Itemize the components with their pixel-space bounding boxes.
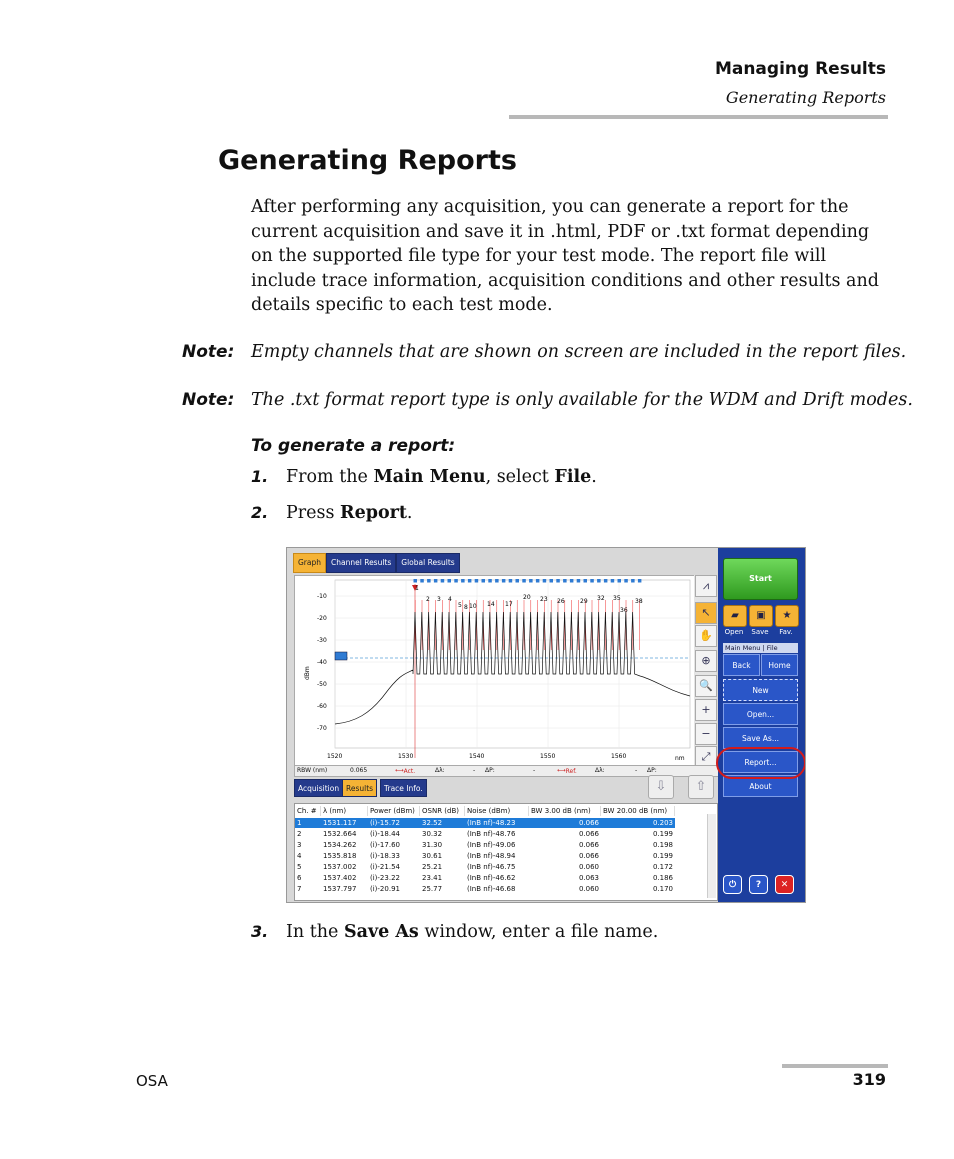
home-button[interactable]: Home [761,654,798,676]
y-tick-label: -30 [317,637,327,644]
main-menu-panel [718,548,805,902]
table-cell: 1534.262 [323,841,357,849]
channel-marker[interactable] [536,579,540,583]
pointer-icon[interactable]: ↖ [695,602,717,624]
table-cell: 3 [297,841,302,849]
menu-open[interactable]: Open... [723,703,798,725]
channel-marker[interactable] [502,579,506,583]
table-cell: 0.199 [652,852,673,860]
view-tabs [293,553,460,573]
table-cell: (InB nf)-48.76 [467,830,516,838]
menu-save-as[interactable]: Save As... [723,727,798,749]
table-row[interactable] [295,818,675,828]
channel-marker[interactable] [468,579,472,583]
delta-power-value: - [533,767,536,774]
channel-label: 38 [635,598,643,605]
channel-label: 8 [464,604,468,611]
table-cell: 6 [297,874,302,882]
column-header[interactable]: OSNR (dB) [420,806,465,816]
x-axis-unit: nm [675,755,685,762]
note-label: Note: [182,390,235,410]
footer-product: OSA [136,1072,168,1090]
tab-graph[interactable]: Graph [293,553,326,573]
table-cell: 0.186 [652,874,673,882]
x-tick-label: 1520 [327,753,343,760]
channel-label: 14 [487,601,495,608]
menu-breadcrumb: Main Menu | File [723,643,798,653]
delta-lambda-label: Δλ: [595,767,605,774]
table-row[interactable] [295,840,675,850]
close-icon[interactable]: ✕ [775,875,794,894]
table-cell: (i)-21.54 [370,863,400,871]
header-rule [509,115,888,119]
channel-label: 36 [620,607,628,614]
channel-label: 4 [448,596,452,603]
table-cell: 1537.402 [323,874,357,882]
table-cell: (i)-18.33 [370,852,400,860]
delta-power-label: ΔP: [485,767,495,774]
column-header[interactable]: λ (nm) [321,806,368,816]
note-text: Empty channels that are shown on screen are included in the report files. [251,342,907,362]
column-header[interactable]: BW 20.00 dB (nm) [601,806,675,816]
menu-about[interactable]: About [723,775,798,797]
table-cell: 1 [297,819,302,827]
table-cell: 0.066 [578,830,599,838]
channel-marker[interactable] [509,579,513,583]
delta-power-label: ΔP: [647,767,657,774]
channel-label: 5 [458,602,462,609]
x-tick-labels [327,753,626,760]
channel-marker[interactable] [584,579,588,583]
table-row[interactable] [295,862,675,872]
level-marker[interactable] [335,652,347,660]
move-down-icon[interactable]: ⇩ [648,775,674,799]
y-axis-label: dBm [304,666,311,680]
step-number: 2. [251,503,269,522]
page-title: Generating Reports [218,145,517,176]
running-header-section: Managing Results [714,59,886,79]
channel-marker[interactable] [631,579,635,583]
table-cell: (InB nf)-46.75 [467,863,516,871]
channel-label: 26 [557,598,565,605]
note-label: Note: [182,342,235,362]
channel-label: 35 [613,595,621,602]
channel-marker[interactable] [638,579,642,583]
table-cell: 25.21 [422,863,443,871]
start-button[interactable]: Start [723,558,798,600]
osa-screenshot [286,547,806,903]
full-view-icon[interactable]: ⤢ [695,746,717,768]
table-cell: 0.060 [578,885,599,893]
channel-marker[interactable] [482,579,486,583]
channel-marker[interactable] [414,579,418,583]
menu-new[interactable]: New [723,679,798,701]
table-cell: (InB nf)-48.94 [467,852,516,860]
table-header-row [295,806,675,816]
channel-label: 3 [437,596,441,603]
spectrum-graph[interactable] [294,575,695,769]
y-tick-label: -40 [317,659,327,666]
favorite-star-icon[interactable]: ★ [775,605,799,627]
channel-marker[interactable] [618,579,622,583]
channel-label: 20 [523,594,531,601]
table-cell: (InB nf)-46.68 [467,885,516,893]
back-button[interactable]: Back [723,654,760,676]
channel-marker[interactable] [441,579,445,583]
table-cell: 30.61 [422,852,443,860]
table-scrollbar[interactable] [707,814,716,898]
table-cell: 5 [297,863,302,871]
table-cell: 32.52 [422,819,443,827]
y-tick-label: -50 [317,681,327,688]
zoom-in-icon[interactable]: + [695,699,717,721]
channel-marker[interactable] [420,579,424,583]
x-tick-label: 1530 [398,753,414,760]
table-cell: (InB nf)-48.23 [467,819,516,827]
ref-marker-label[interactable]: ⟷ Ref. [557,767,577,775]
step-number: 1. [251,467,269,486]
y-tick-label: -60 [317,703,327,710]
step-number: 3. [251,922,269,941]
column-header[interactable]: BW 3.00 dB (nm) [529,806,601,816]
rbw-value: 0.065 [350,767,368,774]
channel-marker[interactable] [529,579,533,583]
intro-paragraph: After performing any acquisition, you can generate a report for the current acquisition and save it in .html, PDF or .txt format depending on the supported file type for your test mode. The report file will include trace information, acquisition conditions and other results and details specific to each test mode. [251,197,879,315]
table-cell: 0.170 [652,885,673,893]
table-row[interactable] [295,884,675,894]
table-cell: 25.77 [422,885,443,893]
channel-marker[interactable] [550,579,554,583]
open-folder-icon[interactable]: ▰ [723,605,747,627]
table-cell: 1537.797 [323,885,357,893]
channel-label: 17 [505,601,513,608]
channel-markers [414,579,642,650]
note-text: The .txt format report type is only available for the WDM and Drift modes. [251,390,913,410]
channel-marker[interactable] [434,579,438,583]
delta-lambda-label: Δλ: [435,767,445,774]
channel-marker[interactable] [556,579,560,583]
graph-toolbar [694,575,716,767]
table-cell: 0.172 [652,863,673,871]
table-cell: 7 [297,885,302,893]
spectrum-trace [335,612,690,724]
step-text: In the Save As window, enter a file name. [286,922,659,942]
move-up-icon[interactable]: ⇧ [688,775,714,799]
channel-label: 10 [469,603,477,610]
y-tick-label: -70 [317,725,327,732]
table-cell: 0.063 [578,874,599,882]
table-cell: 0.198 [652,841,673,849]
save-label: Save [751,628,769,636]
pan-hand-icon[interactable]: ✋ [695,625,717,647]
footer-rule [782,1064,888,1068]
procedure-title: To generate a report: [251,436,456,456]
act-marker-label[interactable]: ⟷ Act. [395,767,416,775]
table-row[interactable] [295,829,675,839]
table-cell: 1531.117 [323,819,357,827]
tab-trace-info[interactable]: Trace Info. [380,779,427,797]
channel-marker[interactable] [577,579,581,583]
tab-global-results[interactable]: Global Results [396,553,459,573]
table-cell: (InB nf)-49.06 [467,841,516,849]
tab-channel-results[interactable]: Channel Results [326,553,396,573]
channel-marker[interactable] [454,579,458,583]
help-icon[interactable]: ? [749,875,768,894]
fav-label: Fav. [779,628,793,636]
channel-marker[interactable] [495,579,499,583]
channel-marker[interactable] [488,579,492,583]
step-text: From the Main Menu, select File. [286,467,597,487]
table-cell: 31.30 [422,841,443,849]
channel-label: 2 [426,596,430,603]
table-cell: 1532.664 [323,830,357,838]
channel-marker[interactable] [563,579,567,583]
y-tick-label: -20 [317,615,327,622]
tab-acquisition[interactable]: Acquisition [294,779,343,797]
table-cell: 0.203 [652,819,673,827]
table-cell: 30.32 [422,830,443,838]
table-cell: 0.066 [578,841,599,849]
channel-marker[interactable] [516,579,520,583]
open-label: Open [724,628,744,636]
channel-marker[interactable] [475,579,479,583]
table-cell: (InB nf)-46.62 [467,874,516,882]
channel-marker[interactable] [448,579,452,583]
table-cell: (i)-20.91 [370,885,400,893]
channel-marker[interactable] [461,579,465,583]
auto-scale-icon[interactable]: ⩘ [695,575,717,597]
running-header-subsection: Generating Reports [725,88,886,107]
channel-label: 29 [580,598,588,605]
channel-marker[interactable] [624,579,628,583]
y-tick-label: -10 [317,593,327,600]
table-cell: (i)-23.22 [370,874,400,882]
x-tick-label: 1560 [611,753,627,760]
zoom-out-icon[interactable]: − [695,723,717,745]
x-tick-label: 1550 [540,753,556,760]
table-cell: 0.066 [578,852,599,860]
table-cell: (i)-17.60 [370,841,400,849]
spectrum-svg [295,576,694,768]
table-cell: (i)-18.44 [370,830,400,838]
table-cell: 1537.002 [323,863,357,871]
channel-label: 1 [415,585,419,592]
tab-results[interactable]: Results [342,779,377,797]
x-tick-label: 1540 [469,753,485,760]
channel-marker[interactable] [522,579,526,583]
channel-marker[interactable] [427,579,431,583]
page-number: 319 [852,1070,886,1089]
zoom-fit-icon[interactable]: ⊕ [695,650,717,672]
table-cell: 0.199 [652,830,673,838]
save-icon[interactable]: ▣ [749,605,773,627]
rbw-label: RBW (nm) [297,767,328,774]
table-cell: 1535.818 [323,852,357,860]
table-cell: 0.066 [578,819,599,827]
channel-marker[interactable] [604,579,608,583]
channel-marker[interactable] [570,579,574,583]
table-cell: 23.41 [422,874,443,882]
delta-lambda-value: - [473,767,476,774]
table-row[interactable] [295,873,675,883]
table-row[interactable] [295,851,675,861]
channel-marker[interactable] [543,579,547,583]
delta-lambda-value: - [635,767,638,774]
table-cell: (i)-15.72 [370,819,400,827]
table-cell: 0.060 [578,863,599,871]
report-highlight-circle [716,747,806,779]
channel-label: 32 [597,595,605,602]
menu-report[interactable]: Report... [723,751,798,773]
channel-marker[interactable] [611,579,615,583]
step-text: Press Report. [286,503,413,523]
column-header[interactable]: Ch. # [295,806,321,816]
results-table[interactable] [294,803,718,901]
table-cell: 2 [297,830,302,838]
column-header[interactable]: Power (dBm) [368,806,420,816]
channel-label: 23 [540,596,548,603]
power-icon[interactable]: ⏻ [723,875,742,894]
channel-marker[interactable] [597,579,601,583]
y-tick-labels [317,593,327,732]
channel-marker[interactable] [590,579,594,583]
zoom-icon[interactable]: 🔍 [695,675,717,697]
table-cell: 4 [297,852,302,860]
column-header[interactable]: Noise (dBm) [465,806,529,816]
